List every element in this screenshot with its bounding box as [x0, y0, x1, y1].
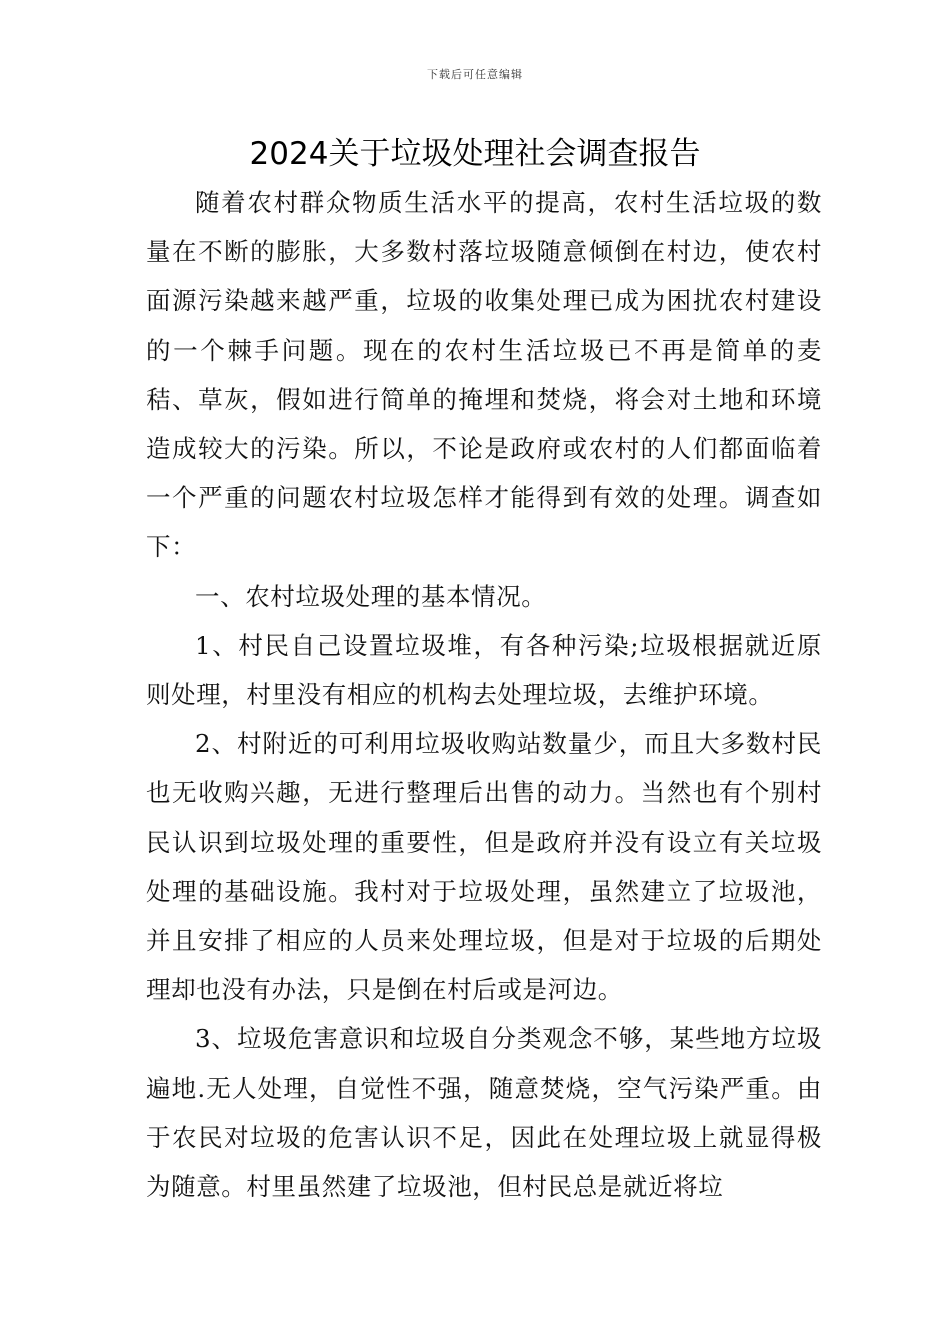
paragraph-intro: 随着农村群众物质生活水平的提高，农村生活垃圾的数量在不断的膨胀，大多数村落垃圾随意倾倒在村边，使农村面源污染越来越严重，垃圾的收集处理已成为困扰农村建设的一个棘手问题。现在的农村生活垃圾已不再是简单的麦秸、草灰，假如进行简单的掩埋和焚烧，将会对土地和环境造成较大的污染。所以，不论是政府或农村的人们都面临着一个严重的问题农村垃圾怎样才能得到有效的处理。调查如下：	[146, 188, 822, 562]
header-note: 下载后可任意编辑	[427, 68, 523, 81]
document-body	[146, 178, 822, 1211]
section-heading-1: 一、农村垃圾处理的基本情况。	[195, 581, 547, 611]
paragraph-item-2: 2、村附近的可利用垃圾收购站数量少，而且大多数村民也无收购兴趣，无进行整理后出售的动力。当然也有个别村民认识到垃圾处理的重要性，但是政府并没有设立有关垃圾处理的基础设施。我村对于垃圾处理，虽然建立了垃圾池，并且安排了相应的人员来处理垃圾，但是对于垃圾的后期处理却也没有办法，只是倒在村后或是河边。	[146, 729, 822, 1005]
paragraph-item-1: 1、村民自己设置垃圾堆，有各种污染;垃圾根据就近原则处理，村里没有相应的机构去处理垃圾，去维护环境。	[146, 630, 822, 710]
paragraph-item-3: 3、垃圾危害意识和垃圾自分类观念不够，某些地方垃圾遍地.无人处理，自觉性不强，随意焚烧，空气污染严重。由于农民对垃圾的危害认识不足，因此在处理垃圾上就显得极为随意。村里虽然建了垃圾池，但村民总是就近将垃	[146, 1024, 822, 1202]
document-title: 2024关于垃圾处理社会调查报告	[249, 136, 701, 172]
